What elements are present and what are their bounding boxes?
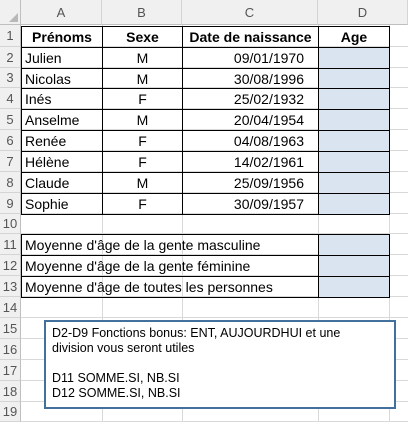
row-header-12[interactable]: 12	[0, 255, 21, 276]
summary-label-masculine[interactable]: Moyenne d'âge de la gente masculine	[25, 237, 261, 253]
average-input-range[interactable]	[319, 235, 389, 297]
age-input-range[interactable]	[319, 48, 389, 214]
cell-date[interactable]: 30/09/1957	[233, 196, 304, 212]
header-age[interactable]: Age	[340, 29, 368, 45]
header-date-naissance[interactable]: Date de naissance	[189, 29, 312, 45]
header-sexe[interactable]: Sexe	[126, 29, 159, 45]
note-line: D12 SOMME.SI, NB.SI	[52, 386, 181, 400]
instructions-textbox[interactable]	[44, 320, 396, 409]
select-all-corner[interactable]	[0, 0, 21, 25]
column-header-b[interactable]: B	[102, 0, 182, 25]
column-header-c[interactable]: C	[182, 0, 318, 25]
cell-date[interactable]: 04/08/1963	[233, 133, 304, 149]
row-header-5[interactable]: 5	[0, 109, 21, 130]
note-line: D11 SOMME.SI, NB.SI	[52, 371, 180, 385]
row-header-2[interactable]: 2	[0, 47, 21, 68]
cell-sexe[interactable]: F	[138, 91, 147, 107]
cell-sexe[interactable]: M	[136, 71, 149, 87]
row-header-9[interactable]: 9	[0, 193, 21, 214]
row-header-1[interactable]: 1	[0, 25, 21, 47]
row-header-19[interactable]: 19	[0, 402, 21, 422]
cell-prenom-claude[interactable]: Claude	[25, 175, 70, 191]
row-header-7[interactable]: 7	[0, 151, 21, 172]
summary-label-all[interactable]: Moyenne d'âge de toutes les personnes	[25, 279, 273, 295]
note-blank-line	[52, 356, 388, 371]
cell-date[interactable]: 30/08/1996	[233, 71, 304, 87]
cell-sexe[interactable]: M	[136, 175, 149, 191]
cell-prenom-helene[interactable]: Hélène	[25, 154, 70, 170]
note-line: D2-D9 Fonctions bonus: ENT, AUJOURDHUI et une	[52, 326, 341, 340]
summary-label-feminine[interactable]: Moyenne d'âge de la gente féminine	[25, 258, 251, 274]
row-header-10[interactable]: 10	[0, 214, 21, 234]
row-header-14[interactable]: 14	[0, 297, 21, 318]
cell-date[interactable]: 20/04/1954	[233, 112, 304, 128]
cell-sexe[interactable]: F	[138, 196, 147, 212]
row-header-11[interactable]: 11	[0, 234, 21, 255]
row-header-6[interactable]: 6	[0, 130, 21, 151]
cell-date[interactable]: 25/09/1956	[233, 175, 304, 191]
note-line: division vous seront utiles	[52, 341, 195, 355]
cell-sexe[interactable]: M	[136, 112, 149, 128]
cell-prenom-anselme[interactable]: Anselme	[25, 112, 80, 128]
row-header-4[interactable]: 4	[0, 88, 21, 109]
row-header-3[interactable]: 3	[0, 68, 21, 88]
column-header-a[interactable]: A	[21, 0, 102, 25]
column-header-d[interactable]: D	[318, 0, 408, 25]
cell-prenom-nicolas[interactable]: Nicolas	[25, 71, 71, 87]
cell-date[interactable]: 09/01/1970	[233, 50, 304, 66]
cell-sexe[interactable]: M	[136, 50, 149, 66]
row-header-18[interactable]: 18	[0, 381, 21, 402]
cell-prenom-ines[interactable]: Inés	[25, 91, 52, 107]
cell-date[interactable]: 14/02/1961	[233, 154, 304, 170]
header-prenoms[interactable]: Prénoms	[32, 29, 92, 45]
row-header-8[interactable]: 8	[0, 172, 21, 193]
cell-date[interactable]: 25/02/1932	[233, 91, 304, 107]
row-header-16[interactable]: 16	[0, 339, 21, 360]
cell-sexe[interactable]: F	[138, 133, 147, 149]
cell-prenom-julien[interactable]: Julien	[25, 50, 62, 66]
gridline	[21, 317, 408, 318]
row-header-17[interactable]: 17	[0, 360, 21, 381]
cell-sexe[interactable]: F	[138, 154, 147, 170]
cell-prenom-renee[interactable]: Renée	[25, 133, 67, 149]
row-header-13[interactable]: 13	[0, 276, 21, 297]
cell-prenom-sophie[interactable]: Sophie	[25, 196, 69, 212]
row-header-15[interactable]: 15	[0, 318, 21, 339]
